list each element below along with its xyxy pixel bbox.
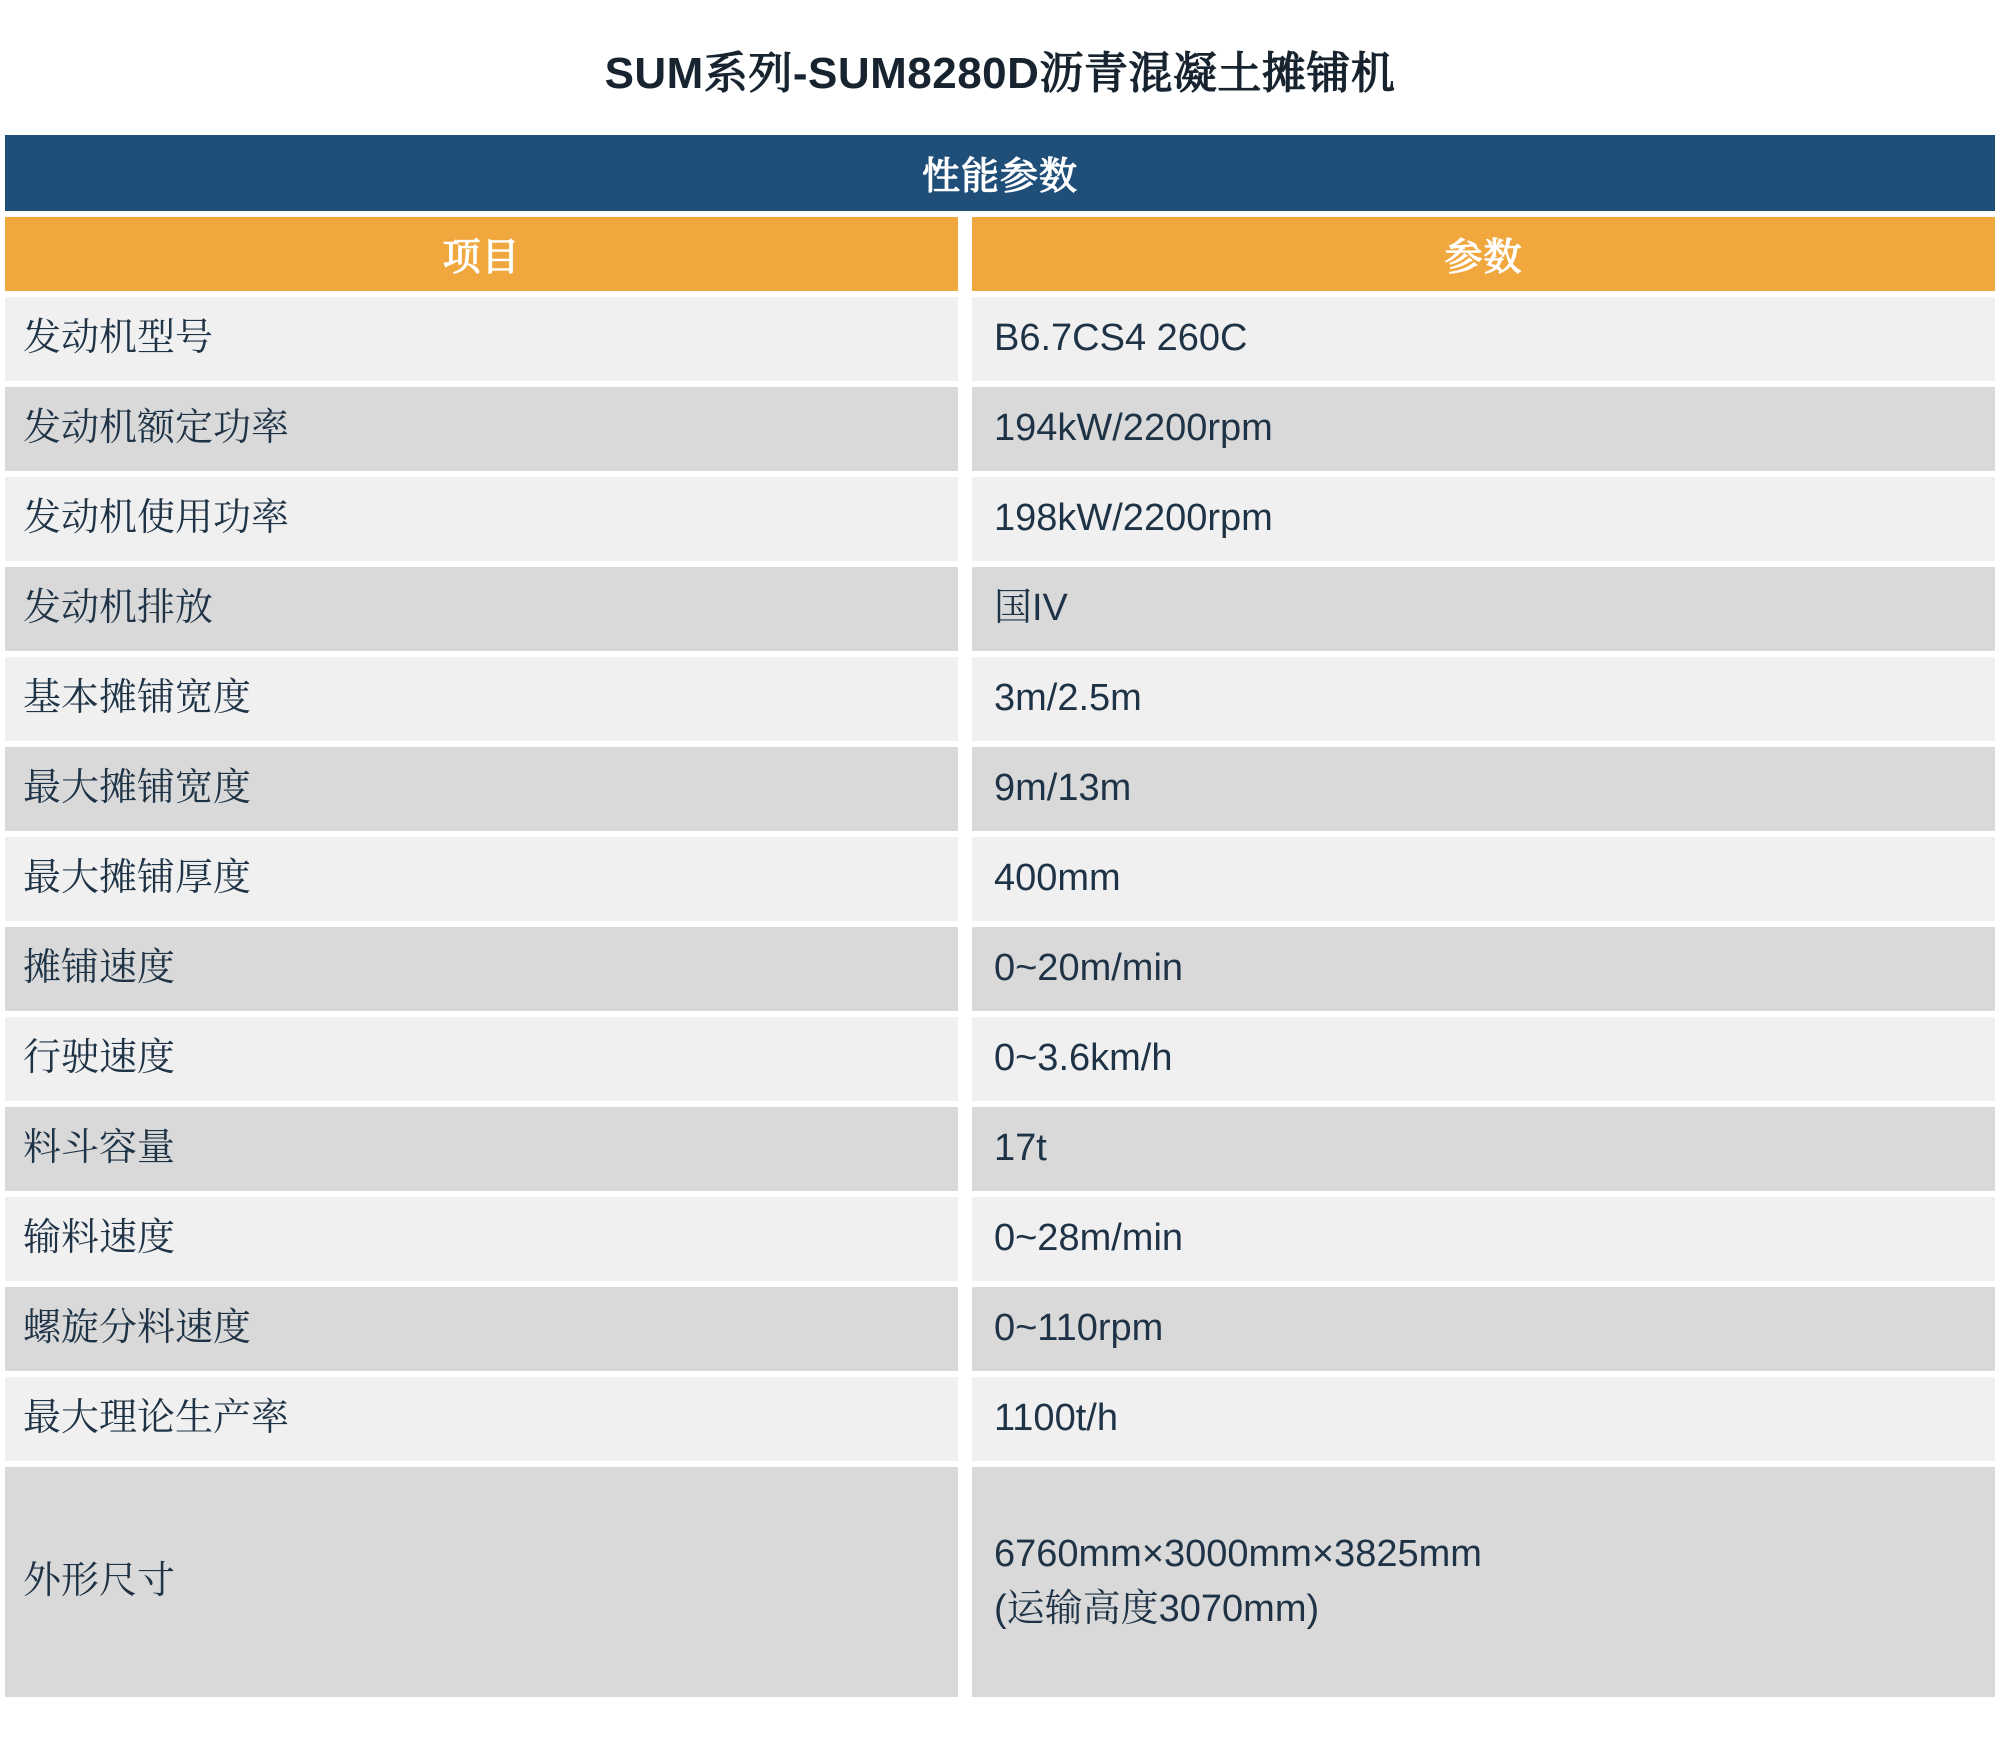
row-value: 1100t/h — [965, 1377, 1995, 1461]
table-row — [5, 1017, 1995, 1101]
row-value: 194kW/2200rpm — [965, 387, 1995, 471]
row-value-line1: 6760mm×3000mm×3825mm — [993, 1532, 1482, 1575]
table-row — [5, 837, 1995, 921]
page-title: SUM系列-SUM8280D沥青混凝土摊铺机 — [604, 49, 1396, 98]
row-value: 国IV — [965, 567, 1995, 651]
performance-parameters-table — [5, 135, 1995, 1697]
row-item-label: 发动机型号 — [5, 297, 965, 381]
table-row — [5, 567, 1995, 651]
table-row — [5, 297, 1995, 381]
column-header-value: 参数 — [965, 217, 1995, 291]
table-row — [5, 1287, 1995, 1371]
table-row — [5, 1197, 1995, 1281]
row-item-label: 摊铺速度 — [5, 927, 965, 1011]
row-item-label: 最大理论生产率 — [5, 1377, 965, 1461]
table-section-banner — [5, 135, 1995, 211]
row-value: 0~20m/min — [965, 927, 1995, 1011]
row-value: 3m/2.5m — [965, 657, 1995, 741]
row-value — [965, 1467, 1995, 1697]
row-item-label: 螺旋分料速度 — [5, 1287, 965, 1371]
table-row — [5, 1377, 1995, 1461]
row-value: 0~110rpm — [965, 1287, 1995, 1371]
row-value: 198kW/2200rpm — [965, 477, 1995, 561]
column-header-item: 项目 — [5, 217, 965, 291]
row-item-label: 发动机使用功率 — [5, 477, 965, 561]
row-value: B6.7CS4 260C — [965, 297, 1995, 381]
row-item-label: 基本摊铺宽度 — [5, 657, 965, 741]
section-banner-label: 性能参数 — [5, 135, 1995, 211]
table-row — [5, 747, 1995, 831]
row-item-label: 行驶速度 — [5, 1017, 965, 1101]
row-value-line2: (运输高度3070mm) — [993, 1587, 1320, 1630]
table-row — [5, 1107, 1995, 1191]
row-value: 17t — [965, 1107, 1995, 1191]
row-item-label: 最大摊铺厚度 — [5, 837, 965, 921]
table-column-headers — [5, 217, 1995, 291]
table-row — [5, 477, 1995, 561]
row-value: 400mm — [965, 837, 1995, 921]
row-item-label: 最大摊铺宽度 — [5, 747, 965, 831]
table-row — [5, 387, 1995, 471]
row-item-label: 发动机额定功率 — [5, 387, 965, 471]
table-row — [5, 927, 1995, 1011]
row-item-label: 外形尺寸 — [5, 1467, 965, 1697]
row-item-label: 输料速度 — [5, 1197, 965, 1281]
row-value: 9m/13m — [965, 747, 1995, 831]
row-item-label: 料斗容量 — [5, 1107, 965, 1191]
row-value: 0~3.6km/h — [965, 1017, 1995, 1101]
row-value: 0~28m/min — [965, 1197, 1995, 1281]
table-row — [5, 1467, 1995, 1697]
table-row — [5, 657, 1995, 741]
row-item-label: 发动机排放 — [5, 567, 965, 651]
